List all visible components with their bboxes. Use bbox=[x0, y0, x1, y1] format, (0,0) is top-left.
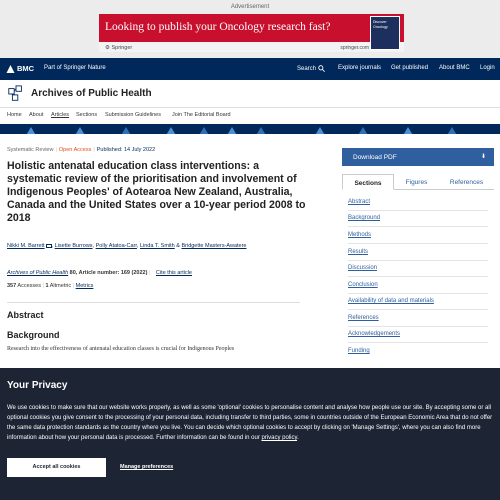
email-icon[interactable] bbox=[46, 244, 52, 248]
section-divider bbox=[348, 226, 488, 227]
section-link-abstract[interactable]: Abstract bbox=[348, 199, 371, 205]
author-link[interactable]: Linda T. Smith bbox=[139, 243, 175, 249]
bmc-logo-text: BMC bbox=[17, 64, 35, 73]
advertisement-bar bbox=[0, 0, 500, 58]
article-title: Holistic antenatal education class interventions: a systematic review of the prioritisation and involvement of Indigenous Peoples' of Aotearoa New Zealand, Australia, Canada and the United States over a 10-year period 2008 to 2018 bbox=[7, 160, 306, 224]
top-navigation bbox=[0, 58, 500, 80]
abstract-heading: Abstract bbox=[7, 310, 44, 320]
author-link[interactable]: Lisette Burrows bbox=[54, 243, 93, 249]
ad-book-title: Discover Oncology bbox=[373, 20, 388, 29]
ad-springer-logo: ⚙ Springer bbox=[105, 45, 133, 51]
article-metrics: 357 Accesses | 1 Altmetric | Metrics bbox=[7, 283, 94, 289]
citation-journal-link[interactable]: Archives of Public Health bbox=[7, 270, 69, 276]
section-link-methods[interactable]: Methods bbox=[348, 232, 372, 238]
about-bmc-link[interactable]: About BMC bbox=[439, 65, 470, 71]
tab-references[interactable]: References bbox=[449, 179, 484, 186]
search-icon bbox=[318, 65, 325, 72]
article-meta: Systematic Review | Open Access | Published: 14 July 2022 bbox=[7, 147, 156, 153]
journal-logo-icon bbox=[7, 85, 25, 103]
section-link-funding[interactable]: Funding bbox=[348, 348, 370, 354]
section-divider bbox=[348, 342, 488, 343]
download-icon: ⬇ bbox=[480, 154, 486, 160]
section-link-conclusion[interactable]: Conclusion bbox=[348, 282, 378, 288]
manage-preferences-button[interactable]: Manage preferences bbox=[120, 464, 174, 470]
cookie-title: Your Privacy bbox=[7, 380, 68, 391]
ad-footer-strip bbox=[99, 42, 404, 52]
privacy-policy-link[interactable]: privacy policy bbox=[261, 435, 298, 441]
bmc-logo-icon bbox=[6, 65, 15, 73]
ad-url: springer.com bbox=[340, 45, 369, 51]
download-pdf-button[interactable] bbox=[342, 148, 494, 166]
banner-pattern bbox=[0, 127, 500, 134]
section-link-references[interactable]: References bbox=[348, 315, 379, 321]
tab-sections[interactable]: Sections bbox=[342, 174, 394, 190]
altmetric-label: Altmetric bbox=[49, 283, 72, 289]
section-divider bbox=[348, 293, 488, 294]
springer-nature-tagline: Part of Springer Nature bbox=[44, 65, 106, 71]
section-divider bbox=[348, 326, 488, 327]
advertisement-banner[interactable] bbox=[99, 14, 404, 52]
nav-about[interactable]: About bbox=[29, 112, 44, 118]
citation-details: 80, Article number: 169 (2022) bbox=[69, 270, 148, 276]
author-list: Nikki M. Barrett , Lisette Burrows, Polly Atatoa-Carr, Linda T. Smith & Bridgette Masters-Awatere bbox=[7, 243, 247, 249]
get-published-link[interactable]: Get published bbox=[391, 65, 429, 71]
background-text: Research into the effectiveness of antenatal education classes is crucial for Indigenous Peoples bbox=[7, 346, 235, 352]
open-access-badge: Open Access bbox=[58, 147, 92, 153]
section-link-availability[interactable]: Availability of data and materials bbox=[348, 298, 434, 304]
journal-navigation bbox=[0, 108, 500, 124]
bmc-logo[interactable] bbox=[6, 64, 34, 73]
abstract-divider bbox=[7, 302, 300, 303]
section-link-results[interactable]: Results bbox=[348, 249, 369, 255]
sidebar-tabs bbox=[342, 174, 494, 190]
nav-submission-guidelines[interactable]: Submission Guidelines bbox=[105, 112, 161, 118]
cookie-description: We use cookies to make sure that our website works properly, as well as some 'optional' cookies to personalise content and analyse how people use our site. By accepting some or all optional cookies you give consent to the processing of your personal data, including transfer to third parties, some in countries outside of the European Economic Area that do not offer the same data protection standards as the country where you live. You can decide which optional cookies to accept by clicking on 'Manage Settings', where you can also find more information about how your personal data is processed. Further information can be found in our privacy policy. bbox=[7, 405, 493, 441]
download-pdf-label: Download PDF bbox=[353, 154, 397, 161]
advertisement-label: Advertisement bbox=[230, 4, 270, 10]
section-divider bbox=[348, 210, 488, 211]
metrics-link[interactable]: Metrics bbox=[75, 283, 94, 289]
cookie-consent-banner bbox=[0, 368, 500, 500]
nav-home[interactable]: Home bbox=[7, 112, 22, 118]
journal-header bbox=[0, 80, 500, 108]
section-link-background[interactable]: Background bbox=[348, 215, 381, 221]
author-link[interactable]: Nikki M. Barrett bbox=[7, 243, 45, 249]
section-link-discussion[interactable]: Discussion bbox=[348, 265, 378, 271]
accesses-label: Accesses bbox=[17, 283, 41, 289]
ad-book-cover bbox=[370, 16, 400, 50]
journal-banner bbox=[0, 124, 500, 134]
explore-journals-link[interactable]: Explore journals bbox=[338, 65, 382, 71]
citation-line: Archives of Public Health 80, Article number: 169 (2022) | Cite this article bbox=[7, 270, 192, 276]
altmetric-count: 1 bbox=[45, 283, 49, 289]
published-date: Published: 14 July 2022 bbox=[96, 147, 156, 153]
section-divider bbox=[348, 276, 488, 277]
author-link[interactable]: Polly Atatoa-Carr bbox=[95, 243, 137, 249]
background-heading: Background bbox=[7, 330, 60, 340]
tab-figures[interactable]: Figures bbox=[405, 179, 428, 186]
accesses-count: 357 bbox=[7, 283, 17, 289]
nav-sections[interactable]: Sections bbox=[76, 112, 98, 118]
section-link-acknowledgements[interactable]: Acknowledgements bbox=[348, 331, 401, 337]
cite-this-article-link[interactable]: Cite this article bbox=[155, 270, 192, 276]
section-divider bbox=[348, 243, 488, 244]
nav-articles[interactable]: Articles bbox=[51, 112, 70, 118]
journal-title[interactable]: Archives of Public Health bbox=[31, 88, 152, 99]
search-link[interactable]: Search bbox=[297, 65, 325, 72]
author-link[interactable]: Bridgette Masters-Awatere bbox=[181, 243, 247, 249]
section-divider bbox=[348, 309, 488, 310]
section-divider bbox=[348, 260, 488, 261]
nav-join-editorial-board[interactable]: Join The Editorial Board bbox=[172, 112, 231, 118]
ad-headline: Looking to publish your Oncology research fast? bbox=[105, 21, 331, 33]
article-type: Systematic Review bbox=[7, 147, 54, 153]
accept-all-cookies-button[interactable]: Accept all cookies bbox=[7, 458, 106, 477]
login-link[interactable]: Login bbox=[480, 65, 495, 71]
